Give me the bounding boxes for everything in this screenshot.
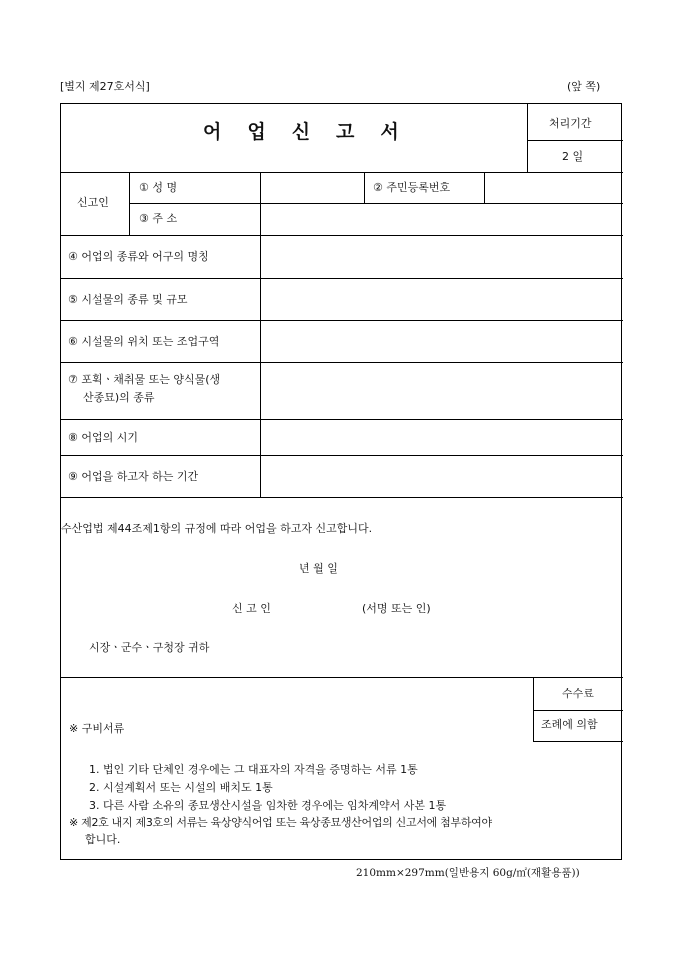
facility-type-label: ⑤ 시설물의 종류 및 규모 (68, 293, 188, 306)
processing-period-label: 처리기간 (549, 117, 592, 130)
processing-period-value: 2 일 (562, 150, 584, 163)
address-label: ③ 주 소 (139, 212, 178, 225)
document-item: 3. 다른 사람 소유의 종묘생산시설을 임차한 경우에는 임차계약서 사본 1통 (89, 799, 447, 812)
addressee: 시장ㆍ군수ㆍ구청장 귀하 (89, 641, 210, 654)
fishery-period-label: ⑨ 어업을 하고자 하는 기간 (68, 470, 199, 483)
form-number: [별지 제27호서식] (60, 80, 150, 93)
declaration-form (60, 103, 622, 860)
document-item: 2. 시설계획서 또는 시설의 배치도 1통 (89, 781, 273, 794)
catch-species-label-1: ⑦ 포획ㆍ채취물 또는 양식물(생 (68, 373, 221, 386)
signature-note: (서명 또는 인) (362, 602, 431, 615)
resident-id-label: ② 주민등록번호 (373, 181, 451, 194)
fishery-season-label: ⑧ 어업의 시기 (68, 431, 138, 444)
declaration-statement: 수산업법 제44조제1항의 규정에 따라 어업을 하고자 신고합니다. (61, 522, 373, 535)
required-documents-heading: ※ 구비서류 (69, 722, 125, 735)
name-label: ① 성 명 (139, 181, 178, 194)
fee-value: 조례에 의함 (541, 718, 598, 731)
document-note-line2: 합니다. (85, 833, 121, 846)
page-side: (앞 쪽) (567, 80, 601, 93)
fishery-type-label: ④ 어업의 종류와 어구의 명칭 (68, 250, 209, 263)
catch-species-label-2: 산종묘)의 종류 (83, 391, 155, 404)
paper-spec: 210mm×297mm(일반용지 60g/㎡(재활용품)) (356, 867, 580, 879)
facility-location-label: ⑥ 시설물의 위치 또는 조업구역 (68, 335, 220, 348)
document-item: 1. 법인 기타 단체인 경우에는 그 대표자의 자격을 증명하는 서류 1통 (89, 763, 418, 776)
signer-label: 신 고 인 (232, 602, 271, 615)
document-note-line1: ※ 제2호 내지 제3호의 서류는 육상양식어업 또는 육상종묘생산어업의 신고서에 첨부하여야 (69, 816, 492, 829)
fee-label: 수수료 (562, 687, 594, 700)
declaration-date: 년 월 일 (299, 562, 338, 575)
form-title: 어업신고서 (203, 121, 425, 143)
applicant-label: 신고인 (77, 196, 109, 209)
